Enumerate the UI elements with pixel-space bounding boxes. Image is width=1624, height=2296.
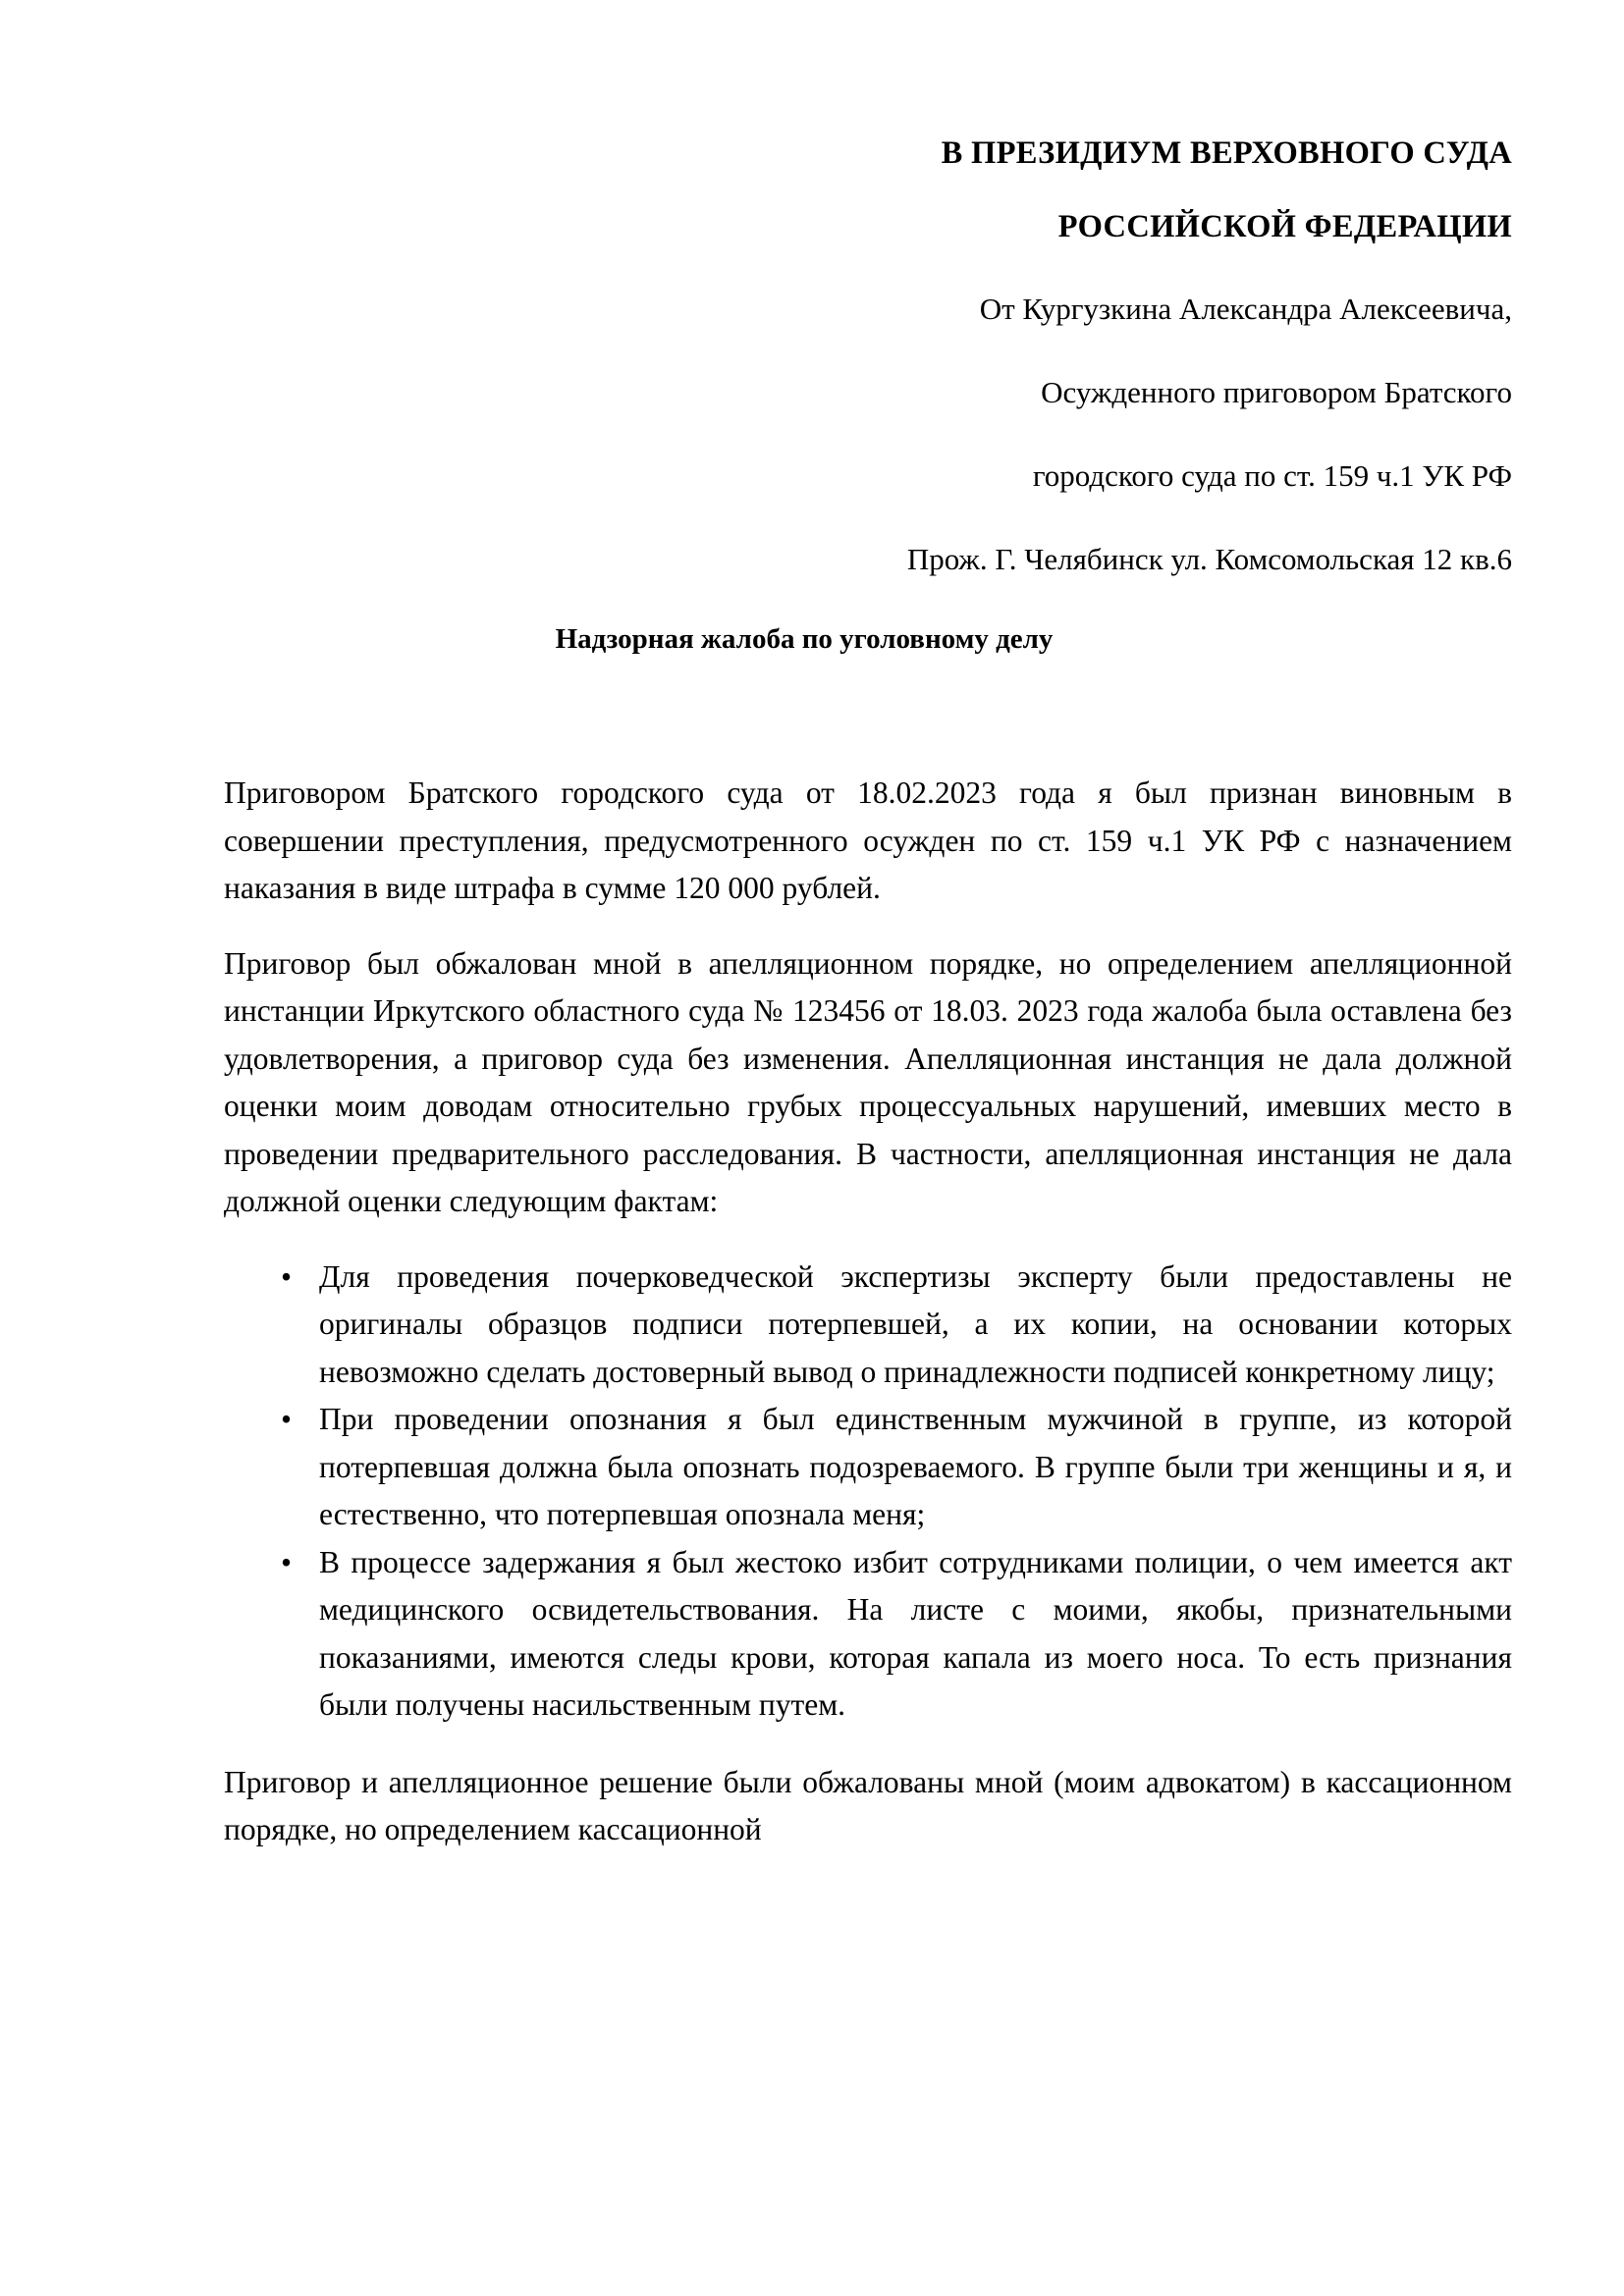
- residence-line: Прож. Г. Челябинск ул. Комсомольская 12 кв.6: [906, 542, 1512, 576]
- paragraph-verdict: Приговором Братского городского суда от 18.02.2023 года я был признан виновным в совершении преступления, предусмотренного осужден по ст. 159 ч.1 УК РФ с назначением наказания в виде штрафа в сумме 120 000 рублей.: [224, 775, 1512, 905]
- bullet-icon: •: [281, 1544, 293, 1579]
- paragraph-appeal: Приговор был обжалован мной в апелляционном порядке, но определением апелляционной инстанции Иркутского областного суда № 123456 от 18.03. 2023 года жалоба была оставлена без удовлетворения, а приговор суда без изменения. Апелляционная инстанция не дала должной оценки моим доводам относительно грубых процессуальных нарушений, имевших место в проведении предварительного расследования. В частности, апелляционная инстанция не дала должной оценки следующим фактам:: [224, 945, 1512, 1218]
- applicant-name-line: От Кургузкина Александра Алексеевича,: [979, 292, 1512, 326]
- court-name-line-2: РОССИЙСКОЙ ФЕДЕРАЦИИ: [1057, 208, 1512, 244]
- paragraph-cassation: Приговор и апелляционное решение были обжалованы мной (моим адвокатом) в кассационном порядке, но определением кассационной: [224, 1764, 1512, 1846]
- list-item: [224, 1539, 1512, 1730]
- court-name-line-1: В ПРЕЗИДИУМ ВЕРХОВНОГО СУДА: [941, 135, 1512, 171]
- list-item: [224, 1396, 1512, 1539]
- fact-text: Для проведения почерковедческой экспертизы эксперту были предоставлены не оригиналы образцов подписи потерпевшей, а их копии, на основании которых невозможно сделать достоверный вывод о принадлежности подписей конкретному лицу;: [319, 1258, 1512, 1389]
- addressee-header: [224, 0, 1512, 574]
- facts-list: [224, 1254, 1512, 1730]
- document-content: [224, 0, 1512, 1854]
- bullet-icon: •: [281, 1258, 293, 1294]
- document-title: Надзорная жалоба по уголовному делу: [555, 623, 1054, 655]
- conviction-line-2: городского суда по ст. 159 ч.1 УК РФ: [1032, 458, 1512, 493]
- fact-text: При проведении опознания я был единственным мужчиной в группе, из которой потерпевшая должна была опознать подозреваемого. В группе были три женщины и я, и естественно, что потерпевшая опознала меня;: [319, 1402, 1512, 1531]
- conviction-line-1: Осужденного приговором Братского: [1041, 375, 1512, 409]
- list-item: [224, 1254, 1512, 1397]
- document-body: [224, 770, 1512, 1854]
- bullet-icon: •: [281, 1402, 293, 1436]
- fact-text: В процессе задержания я был жестоко избит сотрудниками полиции, о чем имеется акт медицинского освидетельствования. На листе с моими, якобы, признательными показаниями, имеются следы крови, которая капала из моего носа. То есть признания были получены насильственным путем.: [319, 1544, 1512, 1722]
